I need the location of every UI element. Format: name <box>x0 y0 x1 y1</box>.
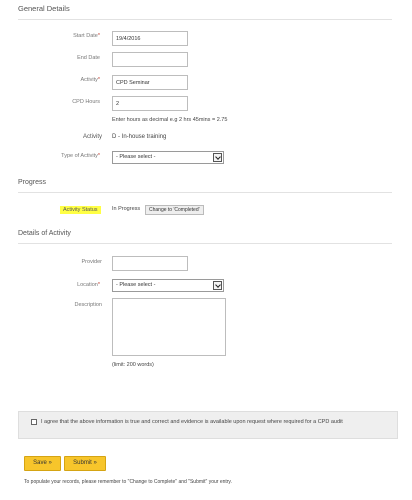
activity-code-label: Activity <box>82 134 102 140</box>
agreement-text: I agree that the above information is true and correct and evidence is available upon request where required for a CPD audit <box>41 419 343 425</box>
chevron-down-icon <box>213 281 222 290</box>
general-details-title: General Details <box>18 4 70 13</box>
type-of-activity-value: - Please select - <box>116 154 156 160</box>
activity-label: Activity* <box>80 77 100 83</box>
activity-input[interactable]: CPD Seminar <box>112 75 188 90</box>
provider-label: Provider <box>81 259 102 265</box>
footer-note: To populate your records, please remember to "Change to Complete" and "Submit" your entry. <box>24 479 232 485</box>
cpd-hours-hint: Enter hours as decimal e.g 2 hrs 45mins = 2.75 <box>112 117 228 123</box>
details-of-activity-title: Details of Activity <box>18 230 71 237</box>
activity-code-value: D - In-house training <box>112 134 167 140</box>
type-of-activity-label: Type of Activity* <box>61 153 100 159</box>
type-of-activity-select[interactable] <box>112 151 224 164</box>
section-divider <box>18 243 392 244</box>
change-to-completed-button[interactable]: Change to 'Completed' <box>145 205 204 215</box>
end-date-label: End Date <box>77 55 100 61</box>
activity-status-value: In Progress <box>112 206 141 212</box>
section-divider <box>18 192 392 193</box>
cpd-hours-input[interactable]: 2 <box>112 96 188 111</box>
location-value: - Please select - <box>116 282 156 288</box>
start-date-input[interactable]: 19/4/2016 <box>112 31 188 46</box>
activity-status-label: Activity Status <box>60 206 101 214</box>
section-divider <box>18 19 392 20</box>
location-label: Location* <box>77 282 100 288</box>
cpd-hours-label: CPD Hours <box>72 99 100 105</box>
description-label: Description <box>74 302 102 308</box>
save-button[interactable]: Save » <box>24 456 61 471</box>
submit-button[interactable]: Submit » <box>64 456 106 471</box>
location-select[interactable] <box>112 279 224 292</box>
end-date-input[interactable] <box>112 52 188 67</box>
agreement-panel <box>18 411 398 439</box>
provider-input[interactable] <box>112 256 188 271</box>
agreement-checkbox[interactable] <box>31 419 37 425</box>
progress-title: Progress <box>18 179 47 186</box>
chevron-down-icon <box>213 153 222 162</box>
description-word-limit: (limit: 200 words) <box>112 362 154 368</box>
start-date-label: Start Date* <box>73 33 100 39</box>
description-textarea[interactable] <box>112 298 226 356</box>
